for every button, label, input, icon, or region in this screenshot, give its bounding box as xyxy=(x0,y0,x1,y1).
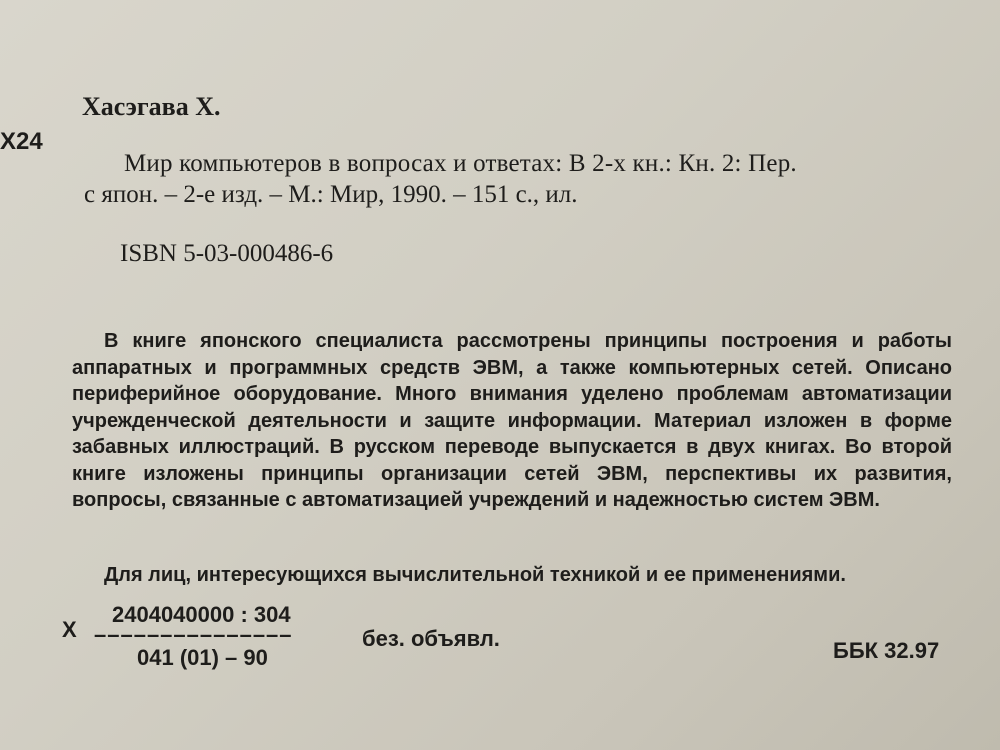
fraction-bottom: 041 (01) – 90 xyxy=(137,645,268,670)
isbn: ISBN 5-03-000486-6 xyxy=(120,240,334,267)
price-letter: Х xyxy=(62,617,77,642)
book-title-line: Мир компьютеров в вопросах и ответах: В 2-х кн.: Кн. 2: Пер. xyxy=(124,150,797,177)
audience-note: Для лиц, интересующихся вычислительной техникой и ее применениями. xyxy=(104,564,846,586)
abstract xyxy=(72,328,952,514)
author-name: Хасэгава Х. xyxy=(82,92,221,121)
fraction-line: ––––––––––––––– xyxy=(94,622,293,647)
fraction-top: 2404040000 : 304 xyxy=(112,602,291,627)
class-code: X24 xyxy=(0,128,43,155)
abstract-paragraph: В книге японского специалиста рассмотрены принципы построения и работы аппаратных и программных средств ЭВМ, а также компьютерных сетей. Описано периферийное оборудование. Много внимания уделено проблемам автоматизации учрежденческой деятельности и защите информации. Материал изложен в форме забавных иллюстраций. В русском переводе выпускается в двух книгах. Во второй книге изложены принципы организации сетей ЭВМ, перспективы их развития, вопросы, связанные с автоматизацией учреждений и надежностью систем ЭВМ. xyxy=(72,330,952,511)
free-announcement-label: без. объявл. xyxy=(362,626,500,651)
bbk-code: ББК 32.97 xyxy=(833,638,940,663)
publication-line: с япон. – 2-е изд. – М.: Мир, 1990. – 151 с., ил. xyxy=(84,181,578,208)
